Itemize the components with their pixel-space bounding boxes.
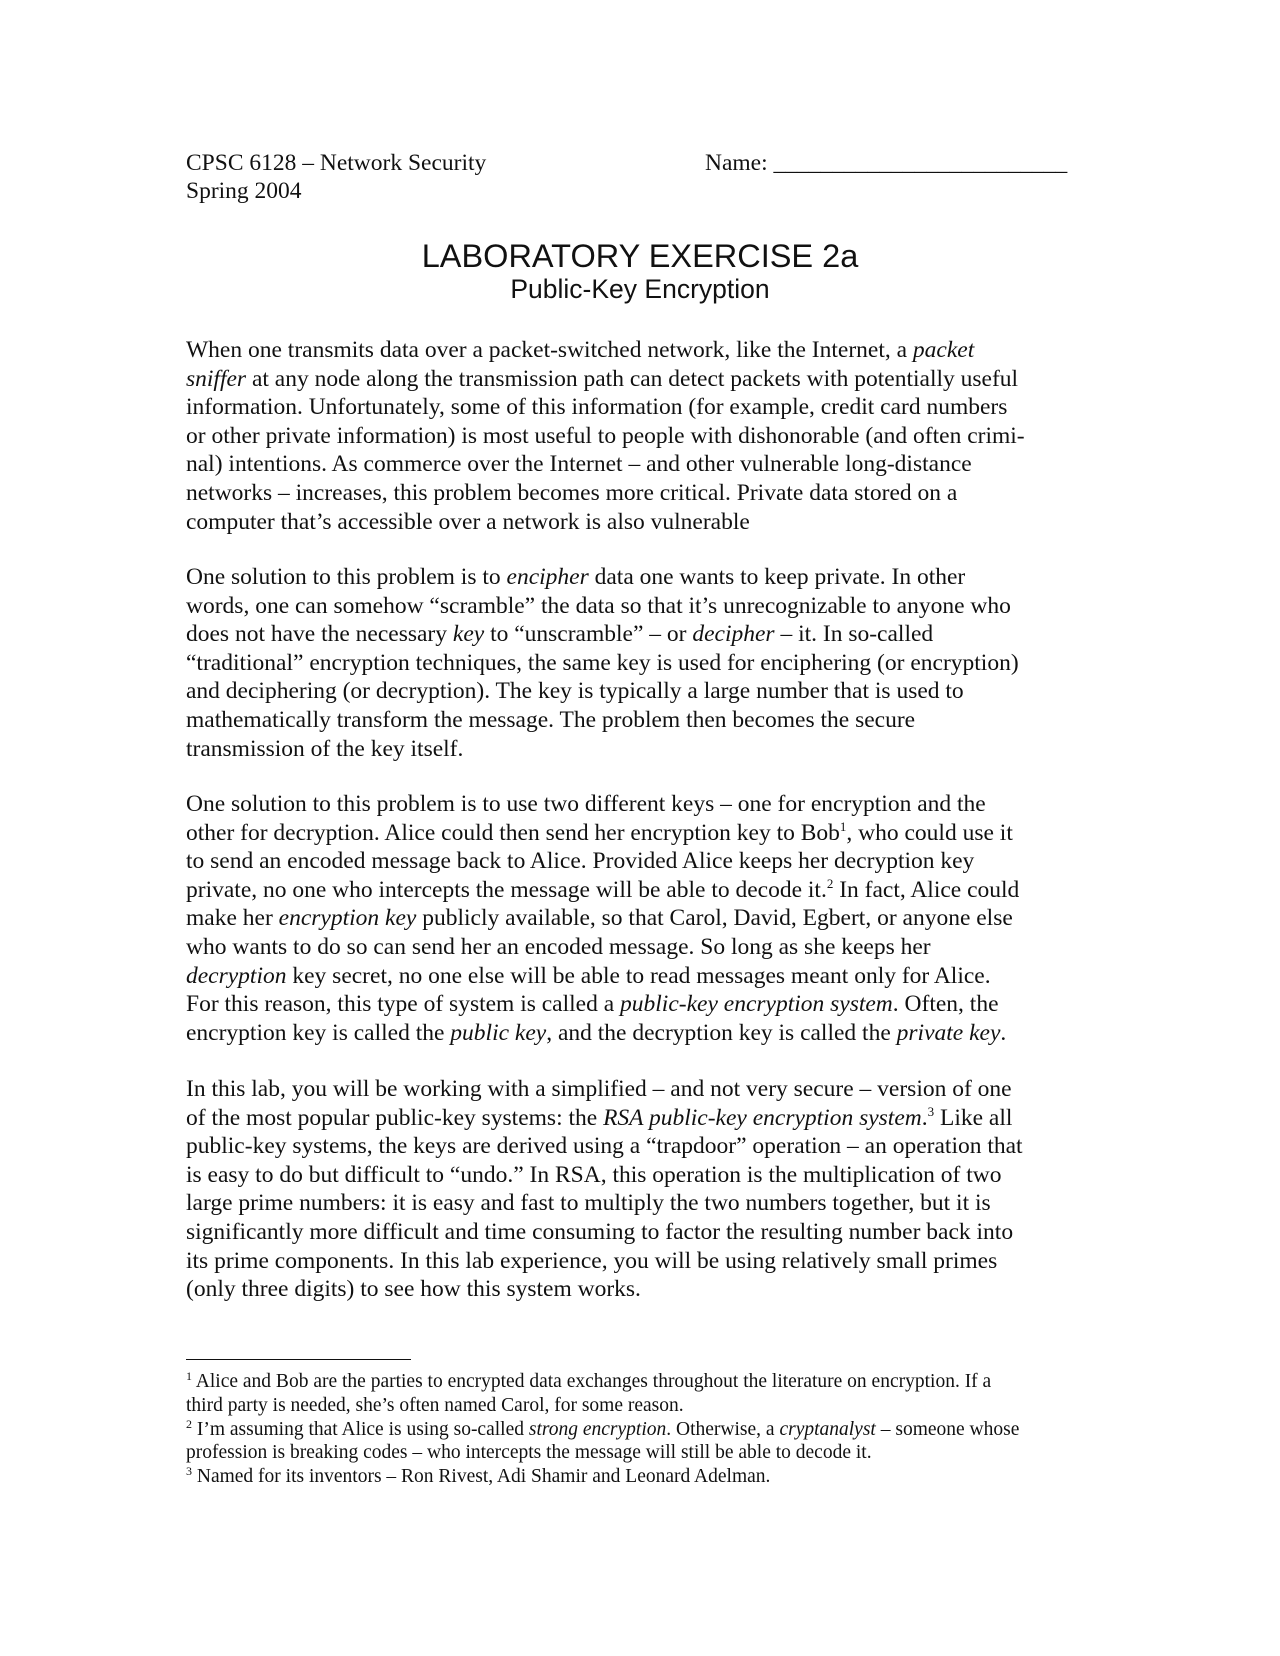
- text-run: data one wants to keep private. In other: [588, 564, 966, 590]
- text-run: One solution to this problem is to use two different keys – one for encryption and the: [186, 791, 986, 817]
- paragraph-line: [186, 904, 1096, 933]
- italic-term: public key: [450, 1019, 547, 1046]
- text-run: is easy to do but difficult to “undo.” In RSA, this operation is the multiplication of two: [186, 1161, 1002, 1188]
- paragraph-line: [186, 933, 1096, 962]
- text-run: publicly available, so that Carol, David, Egbert, or anyone else: [416, 905, 1013, 932]
- course-title: CPSC 6128 – Network Security: [186, 150, 487, 176]
- footnote-separator: [186, 1359, 411, 1360]
- text-run: – it. In so-called: [774, 621, 934, 648]
- text-run: In fact, Alice could: [833, 876, 1020, 903]
- text-run: to send an encoded message back to Alice. Provided Alice keeps her decryption key: [186, 848, 975, 875]
- italic-term: packet: [912, 337, 975, 363]
- paragraph-1: [186, 336, 1096, 536]
- paragraph-line: [186, 1132, 1096, 1161]
- paragraph-line: [186, 819, 1096, 848]
- paragraph-line: [186, 450, 1096, 479]
- paragraph-line: [186, 1075, 1096, 1104]
- text-run: at any node along the transmission path can detect packets with potentially useful: [246, 365, 1019, 392]
- text-run: public-key systems, the keys are derived using a “trapdoor” operation – an operation that: [186, 1133, 1023, 1160]
- footnote-line: [186, 1394, 1096, 1418]
- paragraph-line: [186, 479, 1096, 508]
- text-run: third party is needed, she’s often named Carol, for some reason.: [186, 1394, 684, 1416]
- text-run: For this reason, this type of system is called a: [186, 991, 621, 1018]
- text-run: large prime numbers: it is easy and fast to multiply the two numbers together, but it is: [186, 1190, 991, 1217]
- italic-term: sniffer: [186, 365, 247, 392]
- paragraph-line: [186, 620, 1096, 649]
- paragraph-line: [186, 876, 1096, 905]
- paragraph-line: [186, 706, 1096, 735]
- paragraph-line: [186, 1019, 1096, 1048]
- paragraph-line: [186, 563, 1096, 592]
- text-run: . Often, the: [892, 991, 999, 1018]
- text-run: Named for its inventors – Ron Rivest, Adi Shamir and Leonard Adelman.: [192, 1466, 771, 1488]
- text-run: When one transmits data over a packet-switched network, like the Internet, a: [186, 337, 913, 363]
- term-label: Spring 2004: [186, 178, 302, 204]
- paragraph-2: [186, 563, 1096, 763]
- footnote-line: [186, 1418, 1096, 1442]
- italic-term: public-key encryption system: [620, 991, 893, 1018]
- italic-term: decipher: [692, 621, 775, 648]
- footnotes: [186, 1370, 1096, 1489]
- paragraph-3: [186, 790, 1096, 1047]
- text-run: encryption key is called the: [186, 1019, 451, 1046]
- text-run: private, no one who intercepts the message will be able to decode it.: [186, 876, 827, 903]
- text-run: or other private information) is most useful to people with dishonorable (and often crimi-: [186, 422, 1025, 449]
- text-run: words, one can somehow “scramble” the data so that it’s unrecognizable to anyone who: [186, 592, 1011, 619]
- italic-term: private key: [896, 1019, 1001, 1046]
- footnote-ref: 1: [186, 1369, 192, 1383]
- paragraph-line: [186, 592, 1096, 621]
- footnote-ref: 2: [826, 875, 834, 891]
- text-run: , and the decryption key is called the: [546, 1019, 897, 1046]
- text-run: nal) intentions. As commerce over the Internet – and other vulnerable long-distance: [186, 451, 972, 478]
- text-run: In this lab, you will be working with a simplified – and not very secure – version of one: [186, 1076, 1012, 1102]
- text-run: networks – increases, this problem becomes more critical. Private data stored on a: [186, 479, 958, 506]
- italic-term: decryption: [186, 962, 287, 989]
- text-run: its prime components. In this lab experience, you will be using relatively small primes: [186, 1247, 998, 1274]
- page-subtitle: Public-Key Encryption: [510, 274, 770, 304]
- text-run: profession is breaking codes – who intercepts the message will still be able to decode it.: [186, 1442, 872, 1464]
- paragraph-4: [186, 1075, 1096, 1304]
- paragraph-line: [186, 1161, 1096, 1190]
- paragraph-line: [186, 1189, 1096, 1218]
- text-run: Alice and Bob are the parties to encrypted data exchanges throughout the literature on encryption. If a: [192, 1371, 992, 1392]
- paragraph-line: [186, 677, 1096, 706]
- text-run: I’m assuming that Alice is using so-called: [192, 1418, 529, 1440]
- text-run: , who could use it: [846, 819, 1013, 846]
- paragraph-line: [186, 1218, 1096, 1247]
- text-run: . Otherwise, a: [666, 1418, 780, 1440]
- page-title: LABORATORY EXERCISE 2a: [421, 238, 859, 274]
- footnote-ref: 3: [927, 1103, 935, 1119]
- text-run: who wants to do so can send her an encoded message. So long as she keeps her: [186, 933, 931, 960]
- footnote-line: [186, 1465, 1096, 1489]
- paragraph-line: [186, 1247, 1096, 1276]
- text-run: “traditional” encryption techniques, the same key is used for enciphering (or encryption): [186, 649, 1019, 676]
- italic-term: key: [452, 621, 485, 648]
- footnote-ref: 3: [186, 1464, 192, 1479]
- text-run: – someone whose: [875, 1418, 1020, 1440]
- paragraph-line: [186, 847, 1096, 876]
- paragraph-line: [186, 508, 1096, 537]
- paragraph-line: [186, 422, 1096, 451]
- footnote-ref: 2: [186, 1416, 192, 1431]
- footnote-ref: 1: [839, 818, 847, 834]
- footnote-line: [186, 1370, 1096, 1394]
- paragraph-line: [186, 962, 1096, 991]
- name-field-label: Name: _________________________: [705, 150, 1068, 176]
- text-run: and deciphering (or decryption). The key is typically a large number that is used to: [186, 678, 964, 705]
- text-run: of the most popular public-key systems: the: [186, 1104, 604, 1131]
- text-run: mathematically transform the message. The problem then becomes the secure: [186, 706, 916, 733]
- paragraph-line: [186, 1275, 1096, 1304]
- paragraph-line: [186, 990, 1096, 1019]
- italic-term: strong encryption: [528, 1418, 667, 1440]
- text-run: transmission of the key itself.: [186, 735, 464, 762]
- paragraph-line: [186, 365, 1096, 394]
- italic-term: cryptanalyst: [779, 1418, 876, 1440]
- text-run: .: [1000, 1019, 1007, 1046]
- italic-term: encryption key: [278, 905, 417, 932]
- paragraph-line: [186, 735, 1096, 764]
- text-run: information. Unfortunately, some of this information (for example, credit card numbers: [186, 394, 1008, 421]
- paragraph-line: [186, 336, 1096, 365]
- paragraph-line: [186, 790, 1096, 819]
- text-run: One solution to this problem is to: [186, 564, 507, 590]
- text-run: computer that’s accessible over a network is also vulnerable: [186, 508, 750, 535]
- text-run: Like all: [934, 1104, 1013, 1131]
- text-run: .: [921, 1104, 928, 1131]
- paragraph-line: [186, 393, 1096, 422]
- text-run: to “unscramble” – or: [484, 621, 693, 648]
- paragraph-line: [186, 1104, 1096, 1133]
- text-run: make her: [186, 905, 279, 932]
- footnote-line: [186, 1441, 1096, 1465]
- text-run: other for decryption. Alice could then send her encryption key to Bob: [186, 819, 840, 846]
- text-run: (only three digits) to see how this system works.: [186, 1276, 641, 1303]
- text-run: significantly more difficult and time consuming to factor the resulting number back into: [186, 1218, 1014, 1245]
- italic-term: encipher: [506, 564, 589, 590]
- paragraph-line: [186, 649, 1096, 678]
- text-run: key secret, no one else will be able to read messages meant only for Alice.: [286, 962, 991, 989]
- italic-term: RSA public-key encryption system: [603, 1104, 922, 1131]
- text-run: does not have the necessary: [186, 621, 453, 648]
